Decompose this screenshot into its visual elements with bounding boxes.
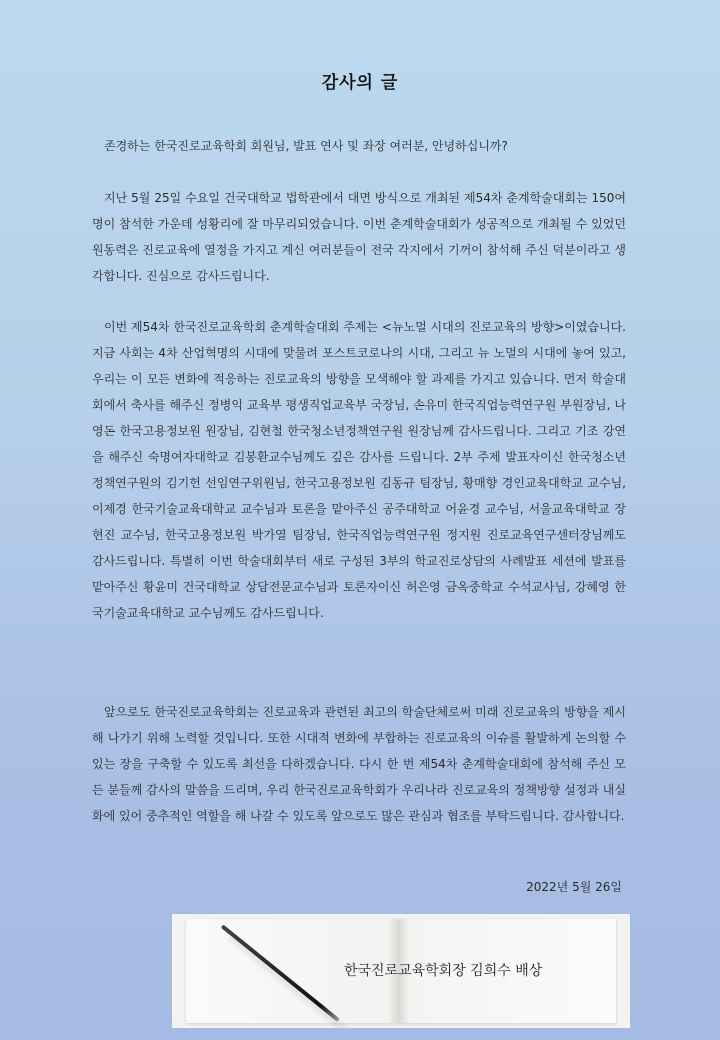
body-paragraph-1: 지난 5월 25일 수요일 건국대학교 법학관에서 대면 방식으로 개최된 제54차 춘계학술대회는 150여 명이 참석한 가운데 성황리에 잘 마무리되었습니다. 이번 춘계학술대회가 성공적으로 개최될 수 있었던 원동력은 진로교육에 열정을 가지고 계신 여러분들이 전국 각지에서 기꺼이 참석해 주신 덕분이라고 생각합니다. 진심으로 감사드립니다. — [92, 191, 626, 283]
signature-text: 한국진로교육학회장 김희수 배상 — [344, 963, 543, 979]
signature-banner — [172, 914, 630, 1028]
page-title: 감사의 글 — [321, 73, 399, 93]
letter-date: 2022년 5월 26일 — [526, 880, 622, 894]
body-paragraph-3: 앞으로도 한국진로교육학회는 진로교육과 관련된 최고의 학술단체로써 미래 진로교육의 방향을 제시해 나가기 위해 노력할 것입니다. 또한 시대적 변화에 부합하는 진로교육의 이슈를 활발하게 논의할 수 있는 장을 구축할 수 있도록 최선을 다하겠습니다. 다시 한 번 제54차 춘계학술대회에 참석해 주신 모든 분들께 감사의 말씀을 드리며, 우리 한국진로교육학회가 우리나라 진로교육의 정책방향 설정과 내실화에 있어 중추적인 역할을 해 나갈 수 있도록 앞으로도 많은 관심과 협조를 부탁드립니다. 감사합니다. — [92, 705, 626, 823]
greeting-paragraph: 존경하는 한국진로교육학회 회원님, 발표 연사 및 좌장 여러분, 안녕하십니까? — [104, 139, 508, 153]
body-paragraph-2: 이번 제54차 한국진로교육학회 춘계학술대회 주제는 <뉴노멀 시대의 진로교육의 방향>이였습니다. 지금 사회는 4차 산업혁명의 시대에 맞물려 포스트코로나의 시대, 그리고 뉴 노멀의 시대에 놓여 있고, 우리는 이 모든 변화에 적응하는 진로교육의 방향을 모색해야 할 과제를 가지고 있습니다. 먼저 학술대회에서 축사를 해주신 정병익 교육부 평생직업교육부 국장님, 손유미 한국직업능력연구원 부원장님, 나영돈 한국고용정보원 원장님, 김현철 한국청소년정책연구원 원장님께 감사드립니다. 그리고 기조 강연을 해주신 숙명여자대학교 김봉환교수님께도 깊은 감사를 드립니다. 2부 주제 발표자이신 한국청소년정책연구원의 김기헌 선임연구위원님, 한국고용정보원 김동규 팀장님, 황매향 경인교육대학교 교수님, 이제경 한국기술교육대학교 교수님과 토론을 맡아주신 공주대학교 어윤경 교수님, 서울교육대학교 장현진 교수님, 한국고용정보원 박가열 팀장님, 한국직업능력연구원 정지원 진로교육연구센터장님께도 감사드립니다. 특별히 이번 학술대회부터 새로 구성된 3부의 학교진로상담의 사례발표 세션에 발표를 맡아주신 황윤미 건국대학교 상담전문교수님과 토론자이신 허은영 금옥중학교 수석교사님, 강혜영 한국기술교육대학교 교수님께도 감사드립니다. — [92, 320, 626, 620]
